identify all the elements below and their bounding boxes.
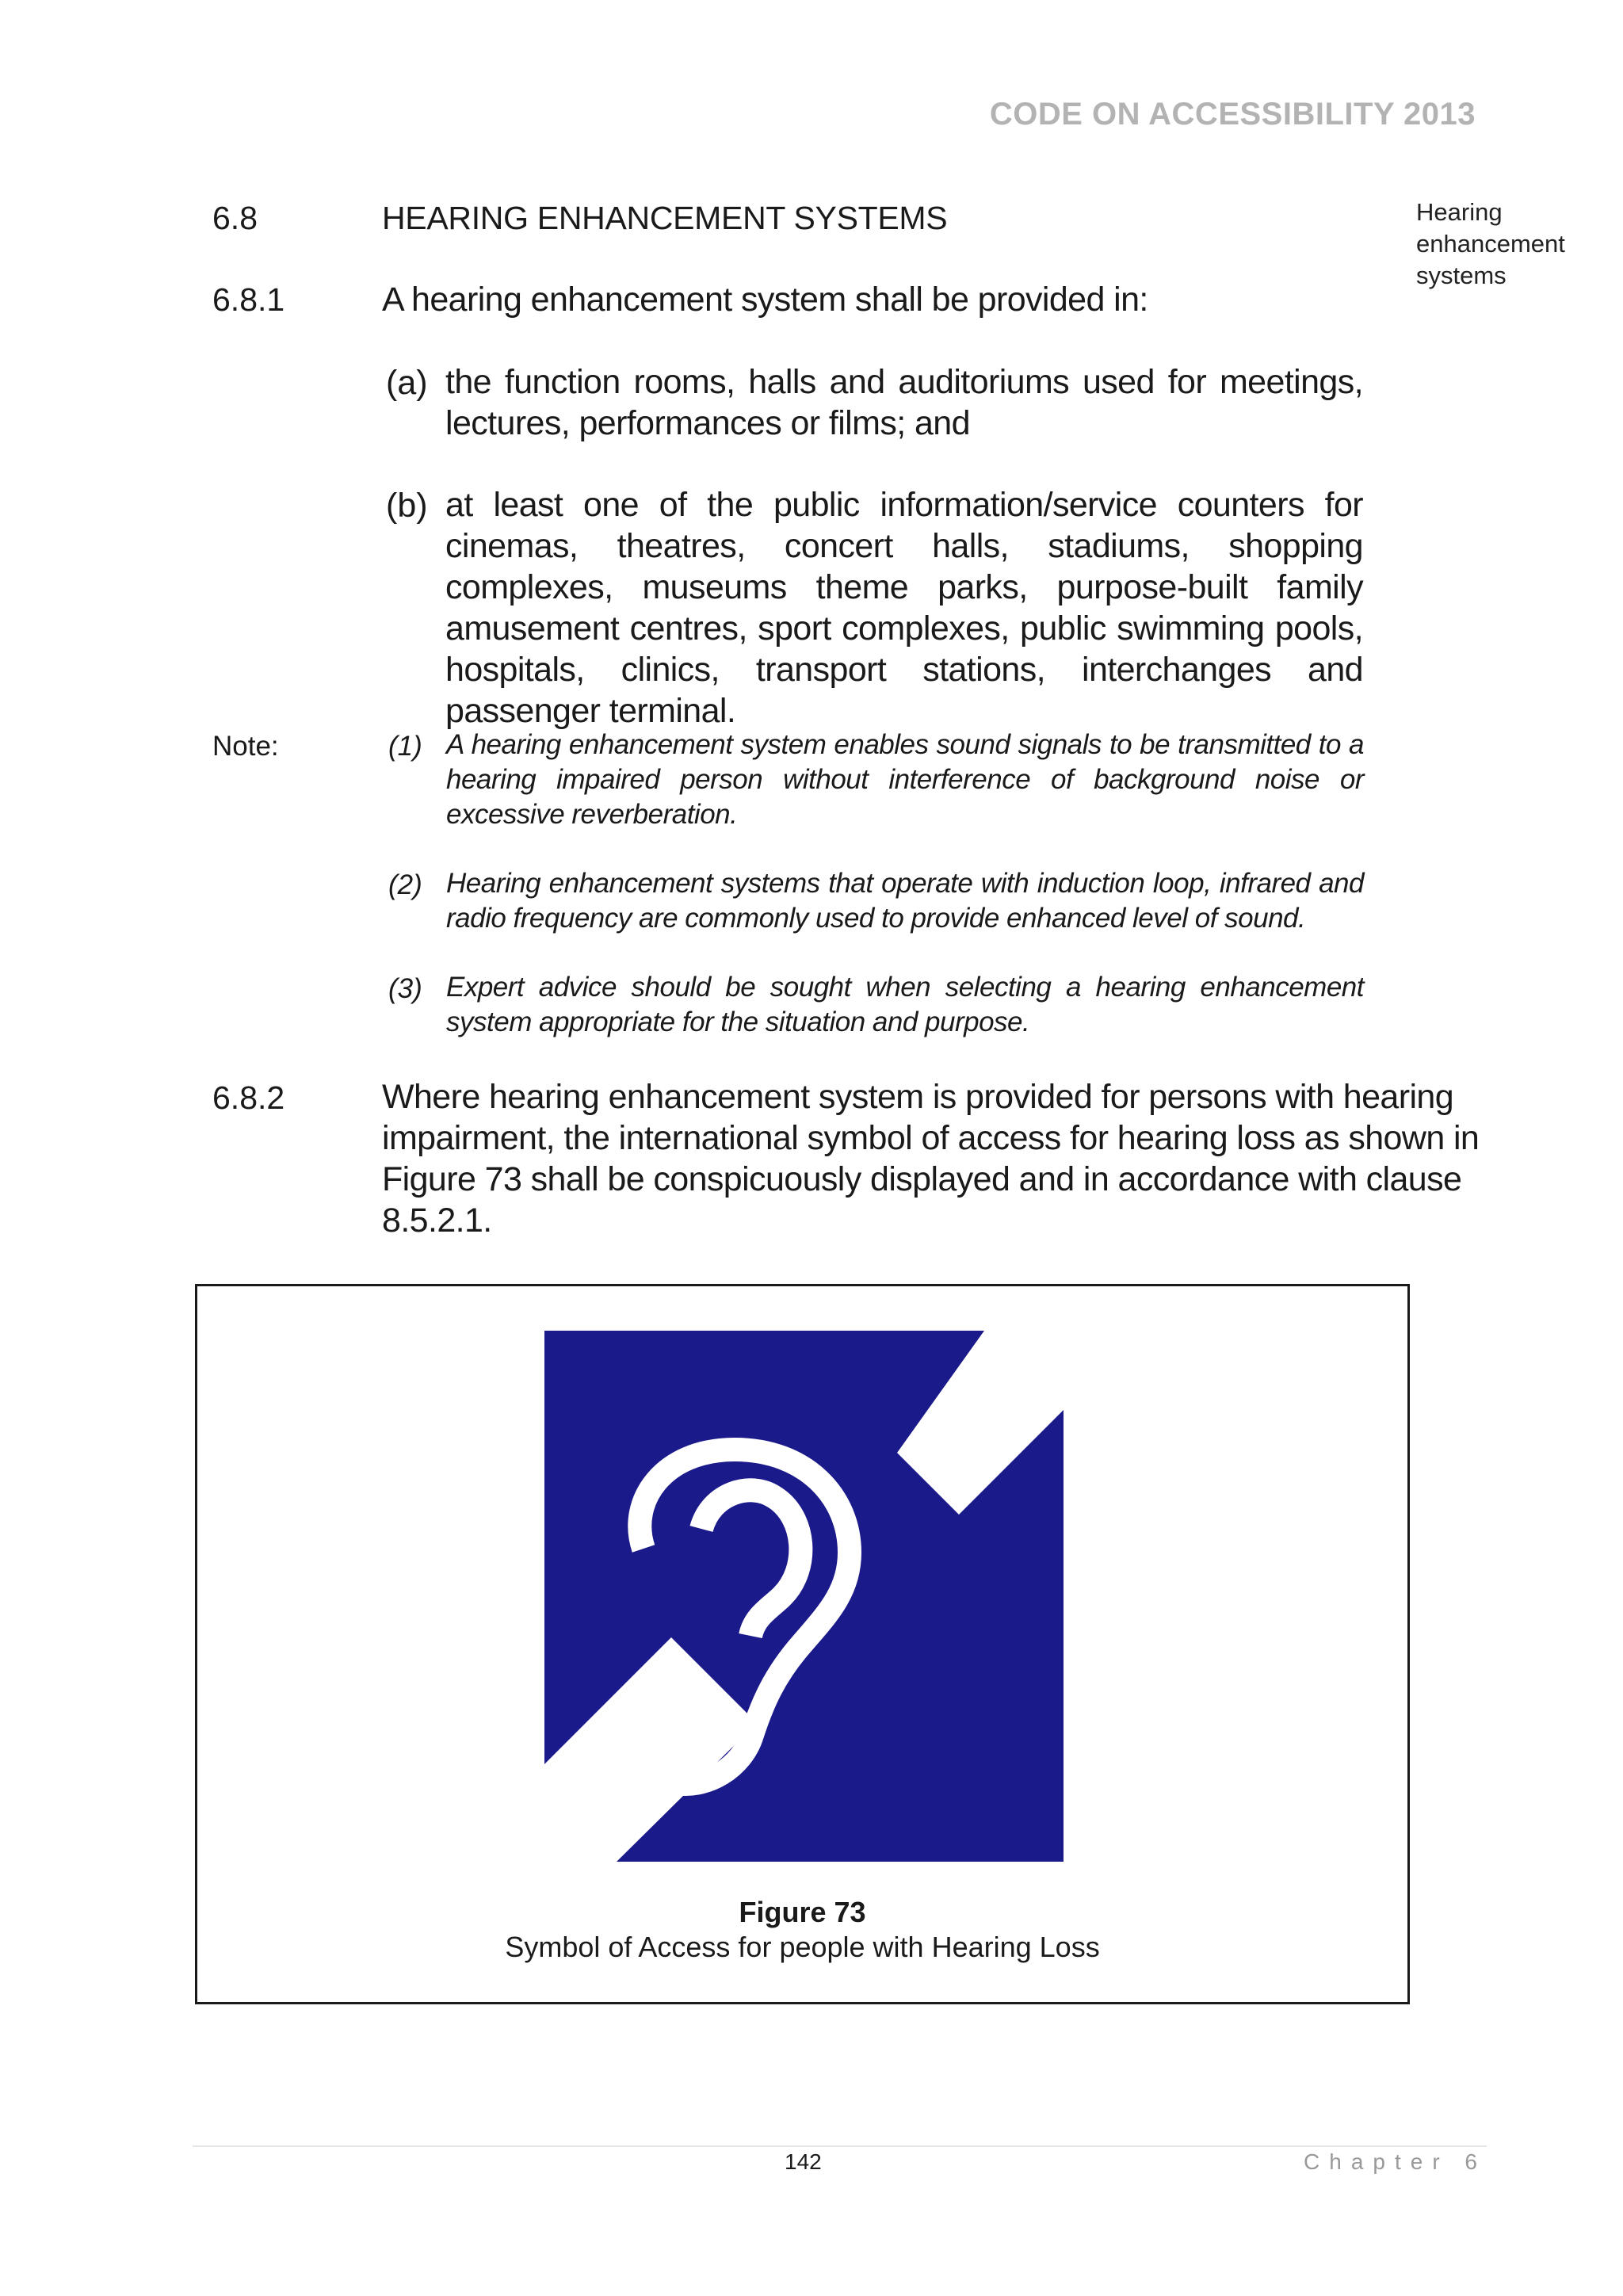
clause-text-line: 8.5.2.1. — [382, 1201, 492, 1240]
note-text: A hearing enhancement system enables sound signals to be transmitted to a hearing impaired person without interference of background noise or excessive reverberation. — [446, 729, 1364, 830]
margin-note-line: enhancement — [1416, 230, 1565, 258]
hearing-loss-symbol-icon — [544, 1331, 1064, 1862]
section-title: HEARING ENHANCEMENT SYSTEMS — [382, 200, 948, 236]
clause-number: 6.8.1 — [212, 281, 285, 318]
list-item-text: the function rooms, halls and auditoriums used for meetings, lectures, performances or films; and — [445, 363, 1363, 442]
clause-text-line: Figure 73 shall be conspicuously displayed and in accordance with clause — [382, 1160, 1462, 1198]
note-text: Hearing enhancement systems that operate with induction loop, infrared and radio frequency are commonly used to provide enhanced level of sound. — [446, 868, 1364, 934]
page-number: 142 — [785, 2149, 822, 2174]
margin-note — [1416, 197, 1606, 292]
clause-number: 6.8.2 — [212, 1079, 285, 1116]
figure-caption: Symbol of Access for people with Hearing Loss — [505, 1931, 1100, 1963]
footer-divider — [193, 2145, 1487, 2147]
note-label: Note: — [212, 731, 279, 762]
clause-lead-text: A hearing enhancement system shall be provided in: — [382, 281, 1148, 319]
note-number: (2) — [388, 869, 422, 900]
clause-text-line: impairment, the international symbol of access for hearing loss as shown in — [382, 1119, 1480, 1157]
list-item-label: (b) — [386, 487, 428, 525]
section-number: 6.8 — [212, 200, 258, 236]
list-item-text: at least one of the public information/service counters for cinemas, theatres, concert halls, stadiums, shopping complexes, museums theme parks, purpose-built family amusement centres, sport complexes, public swimming pools, hospitals, clinics, transport stations, interchanges and passenger terminal. — [445, 486, 1363, 730]
chapter-label: Chapter 6 — [1304, 2149, 1487, 2174]
note-number: (1) — [388, 731, 422, 762]
margin-note-line: Hearing — [1416, 198, 1503, 226]
list-item-label: (a) — [386, 364, 428, 402]
clause-text-line: Where hearing enhancement system is provided for persons with hearing — [382, 1078, 1454, 1116]
note-text: Expert advice should be sought when selecting a hearing enhancement system appropriate for the situation and purpose. — [446, 972, 1364, 1037]
clause-text — [382, 1076, 1480, 1241]
margin-note-line: systems — [1416, 262, 1507, 289]
document-header-title: CODE ON ACCESSIBILITY 2013 — [989, 97, 1476, 132]
note-number: (3) — [388, 973, 422, 1004]
figure-title: Figure 73 — [739, 1896, 866, 1928]
